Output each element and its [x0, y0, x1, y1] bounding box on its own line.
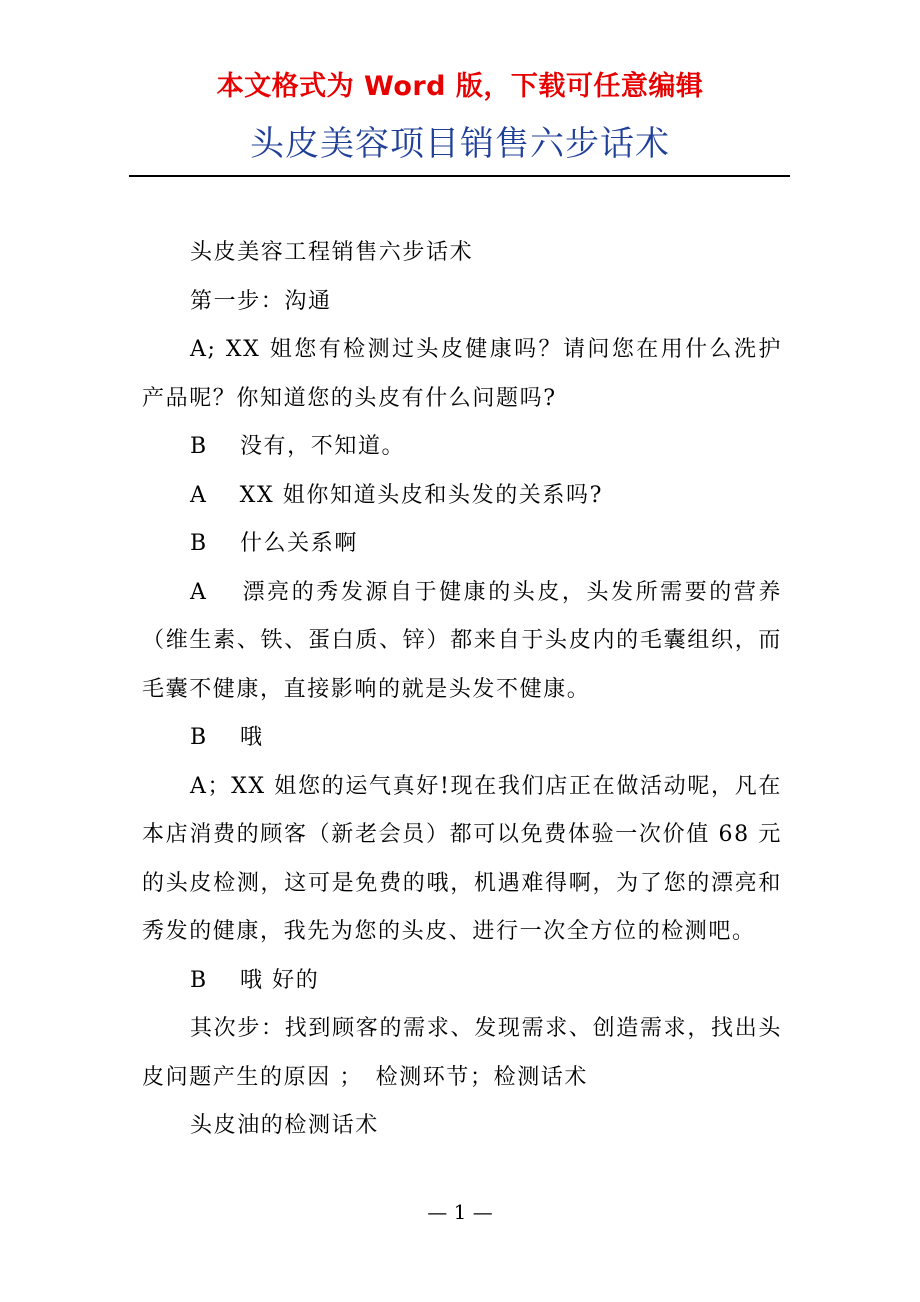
- body-paragraph: 头皮油的检测话术: [190, 1113, 379, 1138]
- body-paragraph: 其次步：找到顾客的需求、发现需求、创造需求，找出头皮问题产生的原因 ； 检测环节；检测话术: [142, 1016, 782, 1090]
- body-paragraph: B 什么关系啊: [190, 531, 358, 556]
- title-divider: [129, 175, 790, 177]
- body-paragraph: A；XX 姐您的运气真好!现在我们店正在做活动呢，凡在本店消费的顾客（新老会员）都可以免费体验一次价值 68 元的头皮检测，这可是免费的哦，机遇难得啊，为了您的漂亮和秀发的健康，我先为您的头皮、进行一次全方位的检测吧。: [142, 773, 782, 944]
- body-paragraph: B 哦: [190, 725, 264, 750]
- body-paragraph: A 漂亮的秀发源自于健康的头皮，头发所需要的营养（维生素、铁、蛋白质、锌）都来自于头皮内的毛囊组织，而毛囊不健康，直接影响的就是头发不健康。: [142, 579, 782, 702]
- body-paragraph: 第一步：沟通: [190, 288, 332, 314]
- body-paragraph: A XX 姐你知道头皮和头发的关系吗?: [190, 482, 603, 508]
- body-paragraph: B 哦 好的: [190, 967, 320, 993]
- body-paragraph: A; XX 姐您有检测过头皮健康吗？请问您在用什么洗护产品呢？你知道您的头皮有什么问题吗?: [142, 337, 782, 411]
- document-body: [142, 229, 782, 1151]
- body-paragraph: 头皮美容工程销售六步话术: [190, 240, 474, 265]
- body-paragraph: B 没有，不知道。: [190, 434, 406, 459]
- download-banner: 本文格式为 Word 版，下载可任意编辑: [216, 71, 704, 102]
- page-number: — 1 —: [427, 1200, 493, 1224]
- document-title: 头皮美容项目销售六步话术: [250, 124, 670, 164]
